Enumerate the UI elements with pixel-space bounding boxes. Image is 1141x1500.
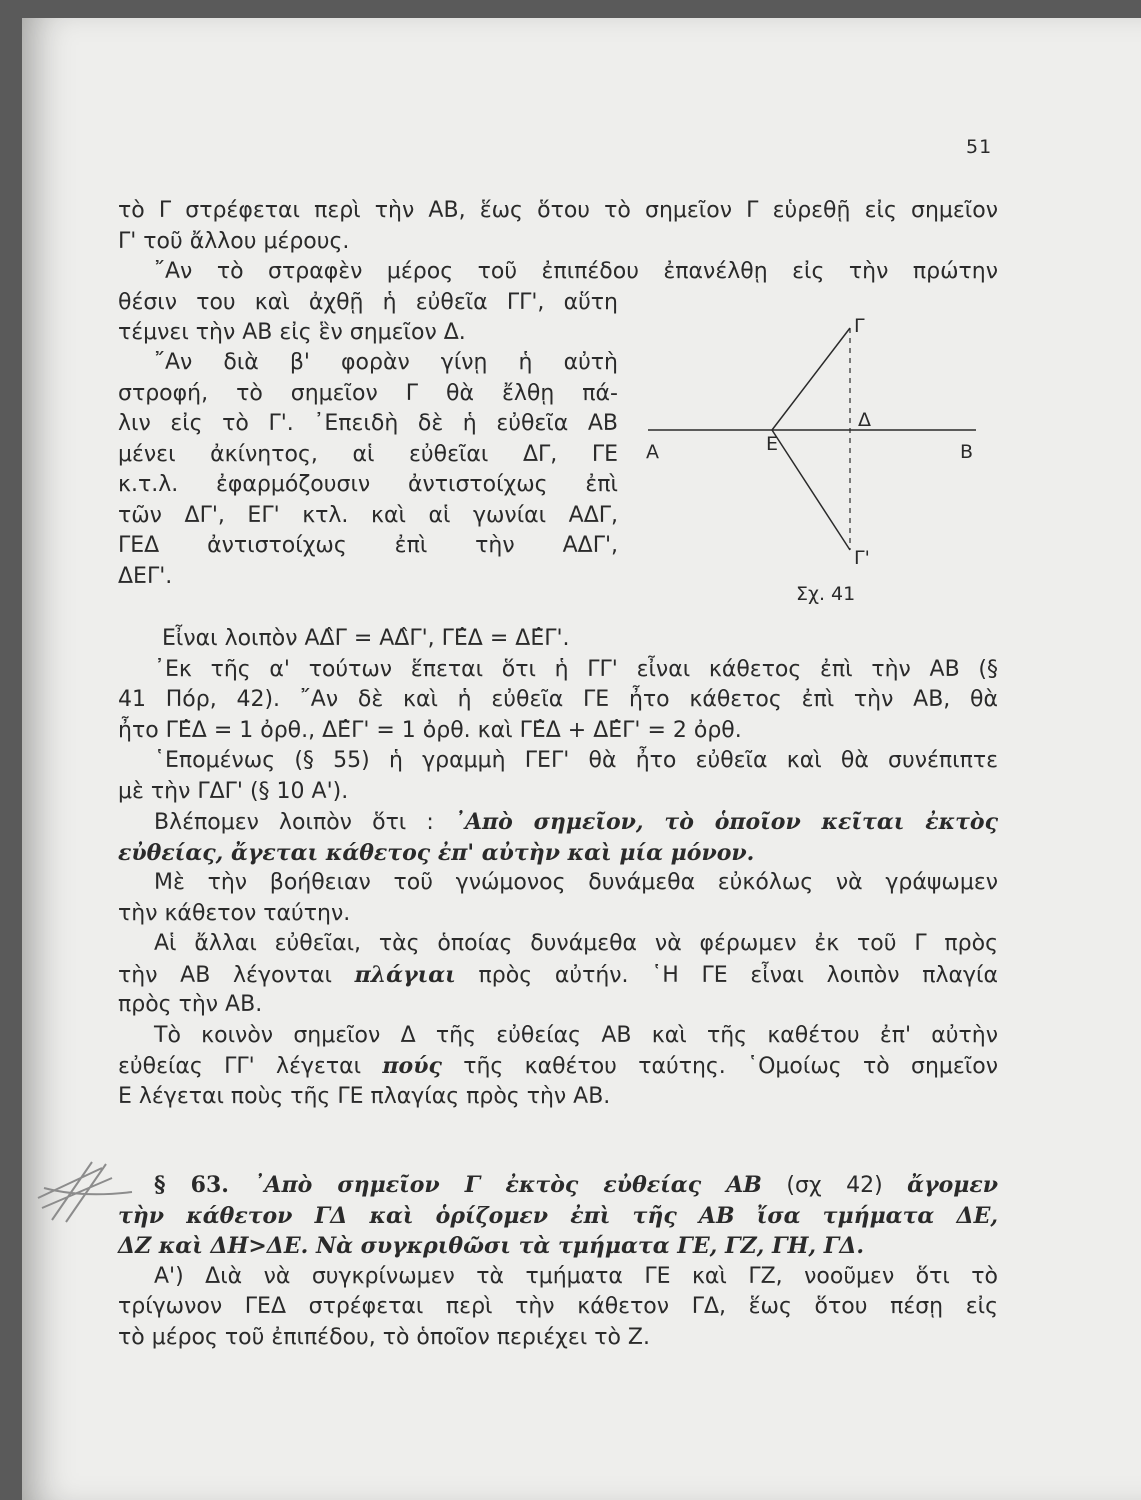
text-line: Γ' τοῦ ἄλλου μέρους. [118, 228, 350, 254]
text-run: τῆς καθέτου ταύτης. ῾Ομοίως τὸ σημεῖον [463, 1054, 999, 1079]
theorem-emphasis: ᾿Απὸ σημεῖον, τὸ ὁποῖον κεῖται ἐκτὸς [453, 809, 998, 835]
problem-statement: ΔΖ καὶ ΔΗ>ΔΕ. Νὰ συγκριθῶσι τὰ τμήματα ΓΕ, ΓΖ, ΓΗ, ΓΔ. [118, 1233, 865, 1259]
text-line: ῎Αν διὰ β' φορὰν γίνῃ ἡ αὐτὴ [154, 350, 618, 375]
label-a: Α [646, 441, 659, 463]
section-heading-line [118, 1170, 998, 1201]
label-g-prime: Γ' [854, 547, 870, 569]
text-run: τὴν ΑΒ λέγονται [118, 962, 332, 988]
text-line: ΔΕΓ'. [118, 563, 173, 589]
section-63 [118, 1170, 998, 1353]
book-page [22, 18, 1141, 1500]
equation-line: Εἶναι λοιπὸν ΑΔ̂Γ = ΑΔ̂Γ', ΓΕ̂Δ = ΔΕ̂Γ'. [162, 626, 570, 651]
line-ge [772, 328, 850, 430]
text-run: εὐθείας ΓΓ' λέγεται [118, 1054, 362, 1079]
theorem-emphasis: εὐθείας, ἄγεται κάθετος ἐπ' αὐτὴν καὶ μία μόνον. [118, 839, 755, 866]
text-line: πρὸς τὴν ΑΒ. [118, 992, 263, 1017]
text-line: Τὸ κοινὸν σημεῖον Δ τῆς εὐθείας ΑΒ καὶ τῆς καθέτου ἐπ' αὐτὴν [154, 1022, 998, 1048]
text-line: τὸ μέρος τοῦ ἐπιπέδου, τὸ ὁποῖον περιέχει τὸ Ζ. [118, 1324, 650, 1350]
text-line: ΓΕΔ ἀντιστοίχως ἐπὶ τὴν ΑΔΓ', [118, 533, 618, 558]
text-line: τὴν κάθετον ταύτην. [118, 900, 351, 926]
text-line: μένει ἀκίνητος, αἱ εὐθεῖαι ΔΓ, ΓΕ [118, 441, 618, 467]
label-b: Β [960, 441, 974, 463]
section-number: § 63. [154, 1172, 229, 1198]
text-lead: Βλέπομεν λοιπὸν ὅτι : [154, 810, 434, 835]
paragraph-conclusion [118, 624, 998, 1112]
figure-caption: Σχ. 41 [796, 583, 856, 605]
text-line: λιν εἰς τὸ Γ'. ᾿Επειδὴ δὲ ἡ εὐθεῖα ΑΒ [118, 411, 618, 436]
text-line: 41 Πόρ, 42). ῎Αν δὲ καὶ ἡ εὐθεῖα ΓΕ ἦτο κάθετος ἐπὶ τὴν ΑΒ, θὰ [118, 687, 998, 712]
text-line: ἦτο ΓΕ̂Δ = 1 ὀρθ., ΔΕ̂Γ' = 1 ὀρθ. καὶ ΓΕ̂Δ + ΔΕ̂Γ' = 2 ὀρθ. [118, 717, 742, 743]
text-line: Αἱ ἄλλαι εὐθεῖαι, τὰς ὁποίας δυνάμεθα νὰ φέρωμεν ἐκ τοῦ Γ πρὸς [154, 931, 998, 956]
term-plagiai: πλάγιαι [354, 961, 456, 988]
theorem-line [118, 807, 998, 838]
text-line: τέμνει τὴν ΑΒ εἰς ἓν σημεῖον Δ. [118, 320, 466, 345]
text-line: μὲ τὴν ΓΔΓ' (§ 10 Α'). [118, 778, 349, 804]
text-line: τρίγωνον ΓΕΔ στρέφεται περὶ τὴν κάθετον ΓΔ, ἕως ὅτου πέσῃ εἰς [118, 1294, 998, 1319]
text-line: τῶν ΔΓ', ΕΓ' κτλ. καὶ αἱ γωνίαι ΑΔΓ, [118, 502, 618, 528]
problem-statement: τὴν κάθετον ΓΔ καὶ ὁρίζομεν ἐπὶ τῆς ΑΒ ἴσα τμήματα ΔΕ, [118, 1202, 998, 1229]
label-e: Ε [766, 433, 779, 455]
text-line [118, 1051, 998, 1082]
line-eg-prime [772, 430, 850, 550]
term-pous: πούς [382, 1053, 442, 1079]
text-line: ῾Επομένως (§ 55) ἡ γραμμὴ ΓΕΓ' θὰ ἦτο εὐθεῖα καὶ θὰ συνέπιπτε [154, 748, 998, 773]
text-line: στροφή, τὸ σημεῖον Γ θὰ ἔλθῃ πά- [118, 380, 618, 406]
text-run: πρὸς αὐτήν. ῾Η ΓΕ εἶναι λοιπὸν πλαγία [478, 962, 998, 988]
text-line: θέσιν του καὶ ἀχθῇ ἡ εὐθεῖα ΓΓ', αὕτη [118, 289, 618, 315]
figure-41 [622, 298, 1002, 618]
problem-statement: ἄγομεν [907, 1172, 999, 1198]
text-line: ᾿Εκ τῆς α' τούτων ἕπεται ὅτι ἡ ΓΓ' εἶναι κάθετος ἐπὶ τὴν ΑΒ (§ [154, 656, 998, 682]
page-number: 51 [966, 136, 993, 158]
text-line: Μὲ τὴν βοήθειαν τοῦ γνώμονος δυνάμεθα εὐκόλως νὰ γράψωμεν [154, 870, 998, 895]
label-g: Γ [854, 315, 865, 337]
text-line [118, 960, 998, 991]
pencil-scribble-icon [32, 1158, 142, 1228]
text-line: Ε λέγεται ποὺς τῆς ΓΕ πλαγίας πρὸς τὴν ΑΒ. [118, 1083, 611, 1109]
figure-reference: (σχ 42) [786, 1173, 883, 1198]
problem-statement: ᾿Απὸ σημεῖον Γ ἐκτὸς εὐθείας ΑΒ [253, 1172, 762, 1198]
text-line: ῎Αν τὸ στραφὲν μέρος τοῦ ἐπιπέδου ἐπανέλθῃ εἰς τὴν πρώτην [154, 259, 998, 284]
text-line: Α') Διὰ νὰ συγκρίνωμεν τὰ τμήματα ΓΕ καὶ ΓΖ, νοοῦμεν ὅτι τὸ [154, 1263, 998, 1289]
text-line: τὸ Γ στρέφεται περὶ τὴν ΑΒ, ἕως ὅτου τὸ σημεῖον Γ εὑρεθῇ εἰς σημεῖον [118, 198, 998, 223]
label-d: Δ [858, 409, 871, 431]
text-line: κ.τ.λ. ἐφαρμόζουσιν ἀντιστοίχως ἐπὶ [118, 472, 618, 497]
